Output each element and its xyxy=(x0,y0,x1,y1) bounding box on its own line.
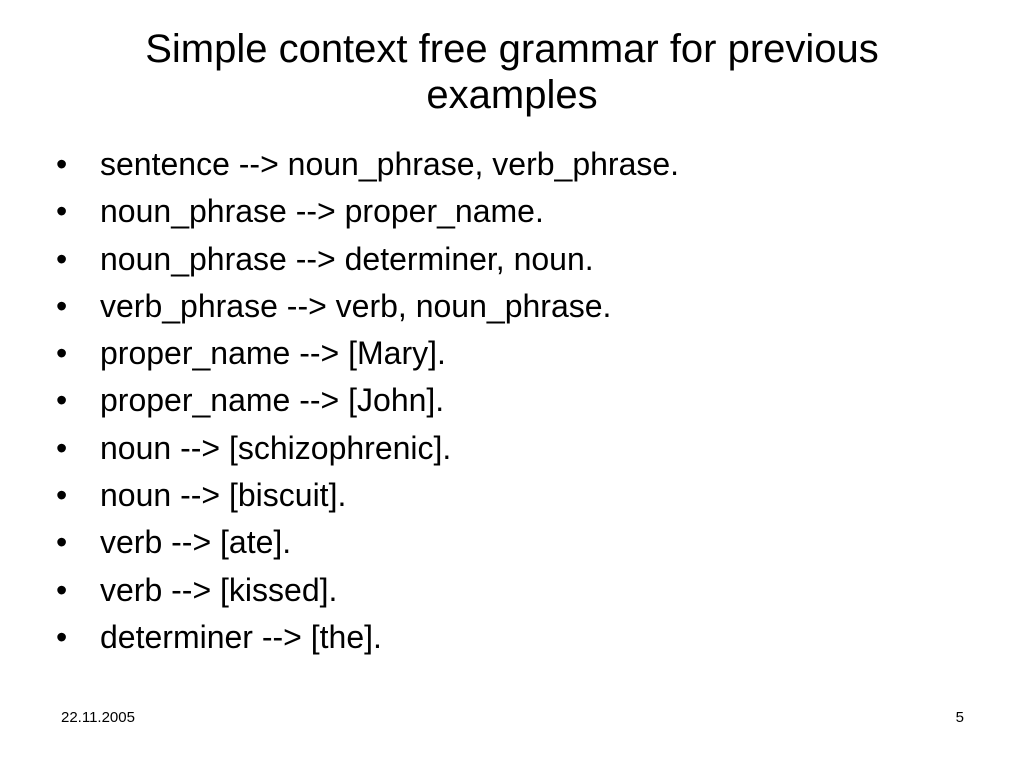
grammar-rule xyxy=(56,188,956,235)
bullet-icon: • xyxy=(56,382,68,419)
grammar-rule-list xyxy=(56,141,956,661)
grammar-rule xyxy=(56,377,956,424)
grammar-rule-text: proper_name --> [John]. xyxy=(100,382,445,419)
bullet-icon: • xyxy=(56,240,68,277)
grammar-rule xyxy=(56,330,956,377)
grammar-rule-text: verb_phrase --> verb, noun_phrase. xyxy=(100,287,612,324)
grammar-rule xyxy=(56,472,956,519)
grammar-rule-text: noun_phrase --> determiner, noun. xyxy=(100,240,594,277)
grammar-rule xyxy=(56,519,956,566)
grammar-rule xyxy=(56,614,956,661)
grammar-rule-text: sentence --> noun_phrase, verb_phrase. xyxy=(100,146,680,182)
grammar-rule xyxy=(56,236,956,283)
grammar-rule-text: noun --> [schizophrenic]. xyxy=(100,429,452,466)
grammar-rule-text: verb --> [kissed]. xyxy=(100,571,338,608)
bullet-icon: • xyxy=(56,477,68,514)
grammar-rule-text: noun --> [biscuit]. xyxy=(100,477,347,514)
bullet-icon: • xyxy=(56,571,68,608)
grammar-rule-text: proper_name --> [Mary]. xyxy=(100,335,446,372)
bullet-icon: • xyxy=(56,287,68,324)
grammar-rule xyxy=(56,567,956,614)
bullet-icon: • xyxy=(56,335,68,372)
grammar-rule-text: determiner --> [the]. xyxy=(100,618,382,655)
grammar-rule xyxy=(56,425,956,472)
bullet-icon: • xyxy=(56,193,68,230)
bullet-icon: • xyxy=(56,146,68,182)
slide-title: Simple context free grammar for previous examples xyxy=(145,27,879,117)
bullet-icon: • xyxy=(56,618,68,655)
grammar-rule xyxy=(56,141,956,188)
bullet-icon: • xyxy=(56,524,68,561)
bullet-icon: • xyxy=(56,429,68,466)
page-number: 5 xyxy=(955,709,964,726)
grammar-rule-text: noun_phrase --> proper_name. xyxy=(100,193,544,230)
footer-date: 22.11.2005 xyxy=(61,709,135,726)
grammar-rule xyxy=(56,283,956,330)
grammar-rule-text: verb --> [ate]. xyxy=(100,524,292,561)
